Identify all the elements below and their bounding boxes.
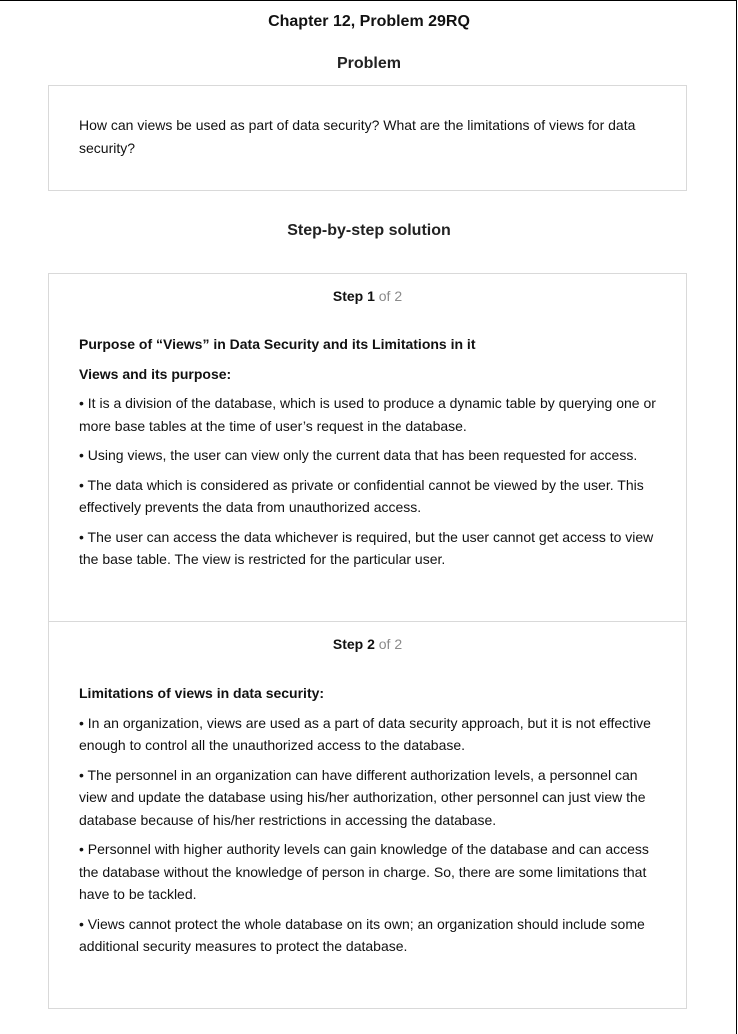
chapter-title: Chapter 12, Problem 29RQ xyxy=(268,13,470,30)
step-2-paragraph: • The personnel in an organization can have different authorization levels, a personnel can view and update the database using his/her authorization, other personnel can just view the database because of his/her restrictions in accessing the database. xyxy=(79,766,646,828)
step-1-of-label: of 2 xyxy=(378,288,403,304)
step-2-paragraph: • Views cannot protect the whole database on its own; an organization should include some additional security measures to protect the database. xyxy=(79,915,645,954)
step-1-paragraph: • The data which is considered as private or confidential cannot be viewed by the user. This effectively prevents the data from unauthorized access. xyxy=(79,476,644,515)
step-divider xyxy=(49,621,686,622)
step-1-subheading: Views and its purpose: xyxy=(79,365,232,382)
step-2-label: Step 2 xyxy=(332,636,375,652)
solution-title: Step-by-step solution xyxy=(287,222,451,239)
step-2-paragraph: • Personnel with higher authority levels can gain knowledge of the database and can access the database without the knowledge of person in charge. So, there are some limitations that have to be tackled. xyxy=(79,841,649,902)
step-2-body xyxy=(79,682,662,965)
step-1-heading: Purpose of “Views” in Data Security and its Limitations in it xyxy=(79,336,476,352)
step-1-paragraph: • The user can access the data whichever is required, but the user cannot get access to view the base table. The view is restricted for the particular user. xyxy=(79,528,654,567)
step-2-heading: Limitations of views in data security: xyxy=(79,685,325,701)
step-1-body xyxy=(79,333,662,578)
problem-box xyxy=(48,85,687,191)
solution-box xyxy=(48,273,687,1009)
step-2-paragraph: • In an organization, views are used as a part of data security approach, but it is not effective enough to control all the unauthorized access to the database. xyxy=(79,714,651,753)
page-frame-right xyxy=(736,0,737,1034)
step-1-paragraph: • Using views, the user can view only the current data that has been requested for access. xyxy=(79,447,638,463)
step-1-paragraph: • It is a division of the database, which is used to produce a dynamic table by querying one or more base tables at the time of user’s request in the database. xyxy=(79,395,656,434)
step-2-header xyxy=(49,635,686,653)
step-1-header xyxy=(49,287,686,305)
problem-title: Problem xyxy=(336,55,401,72)
problem-text: How can views be used as part of data security? What are the limitations of views for data security? xyxy=(79,117,636,156)
step-2-of-label: of 2 xyxy=(378,636,403,652)
step-1-label: Step 1 xyxy=(332,288,375,304)
page-frame-top xyxy=(0,0,737,1)
